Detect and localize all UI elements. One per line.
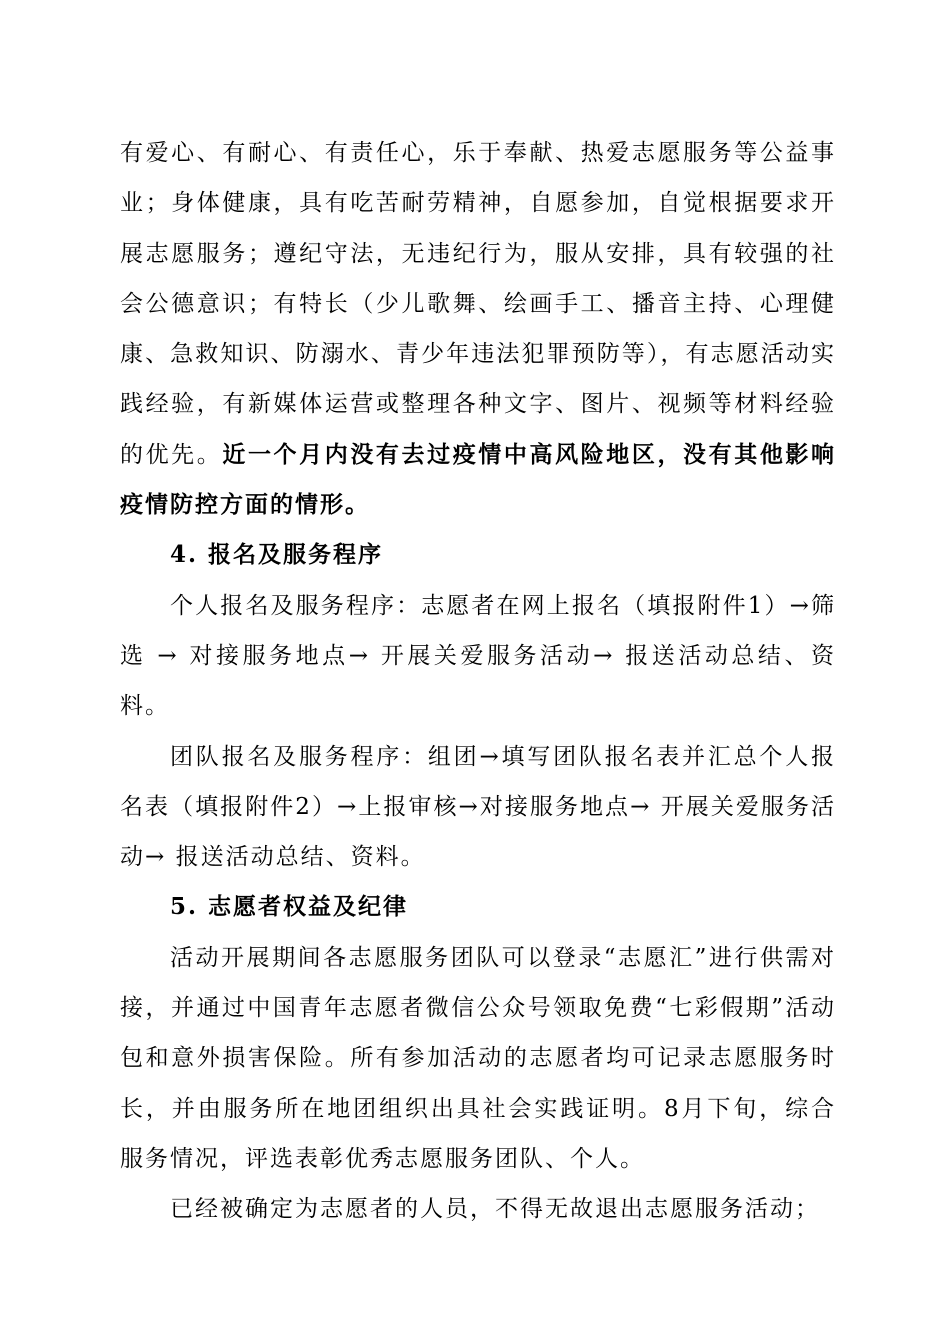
requirements-text: 有爱心、有耐心、有责任心，乐于奉献、热爱志愿服务等公益事业；身体健康，具有吃苦耐劳精神，自愿参加，自觉根据要求开展志愿服务；遵纪守法，无违纪行为，服从安排，具有较强的社会公德意识；有特长（少儿歌舞、绘画手工、播音主持、心理健康、急救知识、防溺水、青少年违法犯罪预防等），有志愿活动实践经验，有新媒体运营或整理各种文字、图片、视频等材料经验的优先。 [120, 140, 836, 468]
team-procedure-paragraph: 团队报名及服务程序：组团→填写团队报名表并汇总个人报名表（填报附件2）→上报审核→对接服务地点→ 开展关爱服务活动→ 报送活动总结、资料。 [120, 743, 836, 871]
section-heading-rights: 5. 志愿者权益及纪律 [170, 893, 409, 921]
requirements-paragraph [120, 128, 836, 530]
rights-paragraph: 活动开展期间各志愿服务团队可以登录“志愿汇”进行供需对接，并通过中国青年志愿者微信公众号领取免费“七彩假期”活动包和意外损害保险。所有参加活动的志愿者均可记录志愿服务时长，并由服务所在地团组织出具社会实践证明。8月下旬，综合服务情况，评选表彰优秀志愿服务团队、个人。 [120, 944, 836, 1172]
discipline-paragraph: 已经被确定为志愿者的人员，不得无故退出志愿服务活动； [170, 1196, 820, 1223]
epidemic-requirement-text: 近一个月内没有去过疫情中高风险地区，没有其他影响疫情防控方面的情形。 [120, 440, 837, 519]
individual-procedure-paragraph: 个人报名及服务程序：志愿者在网上报名（填报附件1）→筛选 → 对接服务地点→ 开展关爱服务活动→ 报送活动总结、资料。 [120, 592, 836, 720]
section-heading-registration: 4. 报名及服务程序 [170, 541, 384, 569]
document-body [120, 128, 836, 1235]
